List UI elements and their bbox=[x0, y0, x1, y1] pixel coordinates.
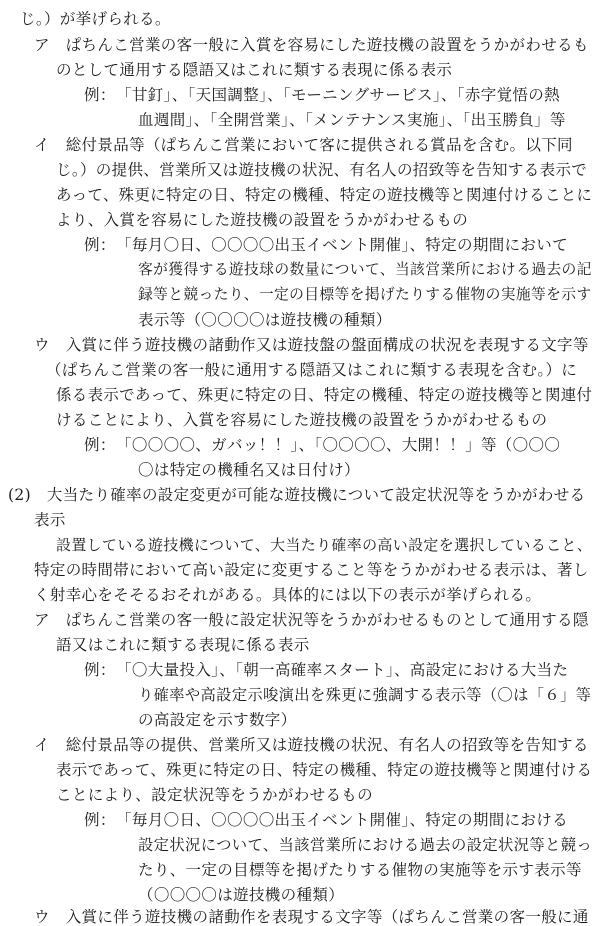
text-line: イ 総付景品等の提供、営業所又は遊技機の状況、有名人の招致等を告知する bbox=[34, 736, 589, 754]
text-line: 録等と競ったり、一定の目標等を掲げたりする催物の実施等を示す bbox=[138, 286, 592, 303]
text-line: のとして通用する隠語又はこれに類する表現に係る表示 bbox=[56, 61, 453, 79]
text-line: ウ 入賞に伴う遊技機の諸動作又は遊技盤の盤面構成の状況を表現する文字等 bbox=[34, 336, 589, 354]
text-line: 例： 「〇〇〇〇、ガバッ！！」、「〇〇〇〇、大開！！」等（〇〇〇 bbox=[84, 436, 561, 454]
text-line: （〇〇〇〇は遊技機の種類） bbox=[138, 886, 345, 904]
text-line: イ 総付景品等（ぱちんこ営業において客に提供される賞品を含む。以下同 bbox=[34, 136, 573, 154]
text-line: ア ぱちんこ営業の客一般に設定状況等をうかがわせるものとして通用する隠 bbox=[34, 611, 589, 629]
text-line: 特定の時間帯において高い設定に変更すること等をうかがわせる表示は、著し bbox=[34, 561, 589, 579]
text-line: けることにより、入賞を容易にした遊技機の設置をうかがわせるもの bbox=[56, 411, 548, 429]
text-line: より、入賞を容易にした遊技機の設置をうかがわせるもの bbox=[56, 211, 469, 229]
text-line: 〇は特定の機種名又は日付け） bbox=[138, 461, 360, 479]
text-line: く射幸心をそそるおそれがある。具体的には以下の表示が挙げられる。 bbox=[34, 586, 542, 604]
text-line: 表示であって、殊更に特定の日、特定の機種、特定の遊技機等と関連付ける bbox=[56, 761, 593, 779]
text-line: ことにより、設定状況等をうかがわせるもの bbox=[56, 786, 374, 804]
section-heading: (2) 大当たり確率の設定変更が可能な遊技機について設定状況等をうかがわせる bbox=[8, 486, 586, 504]
text-line: 表示等（〇〇〇〇は遊技機の種類） bbox=[138, 311, 392, 329]
text-line: り確率や高設定示唆演出を殊更に強調する表示等（〇は「６」等 bbox=[138, 686, 592, 704]
text-line: 血週間」、「全開営業」、「メンテナンス実施」、「出玉勝負」等 bbox=[138, 111, 566, 129]
text-line: の高設定を示す数字） bbox=[138, 711, 297, 729]
text-line: 係る表示であって、殊更に特定の日、特定の機種、特定の遊技機等と関連付 bbox=[56, 386, 593, 404]
text-line: たり、一定の目標等を掲げたりする催物の実施等を示す表示等 bbox=[138, 861, 582, 879]
text-line: 例： 「毎月〇日、〇〇〇〇出玉イベント開催」、特定の期間における bbox=[84, 811, 568, 829]
text-line: じ。）が挙げられる。 bbox=[20, 10, 171, 28]
text-line: 設置している遊技機について、大当たり確率の高い設定を選択していること、 bbox=[56, 536, 593, 554]
text-line: 例： 「〇大量投入」、「朝一高確率スタート」、高設定における大当た bbox=[84, 661, 569, 679]
text-line: 例： 「甘釘」、「天国調整」、「モーニングサービス」、「赤字覚悟の熱 bbox=[84, 86, 560, 104]
text-line: （ぱちんこ営業の客一般に通用する隠語又はこれに類する表現を含む。）に bbox=[46, 361, 578, 379]
text-line: ウ 入賞に伴う遊技機の諸動作を表現する文字等（ぱちんこ営業の客一般に通 bbox=[34, 908, 589, 926]
section-heading: 表示 bbox=[34, 511, 66, 529]
text-line: 例： 「毎月〇日、〇〇〇〇出玉イベント開催」、特定の期間において bbox=[84, 236, 568, 254]
text-line: 客が獲得する遊技球の数量について、当該営業所における過去の記 bbox=[138, 261, 592, 278]
text-line: じ。）の提供、営業所又は遊技機の状況、有名人の招致等を告知する表示で bbox=[56, 161, 588, 179]
text-line: ア ぱちんこ営業の客一般に入賞を容易にした遊技機の設置をうかがわせるも bbox=[34, 36, 589, 54]
text-line: 語又はこれに類する表現に係る表示 bbox=[56, 636, 310, 654]
text-line: あって、殊更に特定の日、特定の機種、特定の遊技機等と関連付けることに bbox=[56, 186, 593, 204]
text-line: 設定状況について、当該営業所における過去の設定状況等と競っ bbox=[138, 836, 593, 854]
